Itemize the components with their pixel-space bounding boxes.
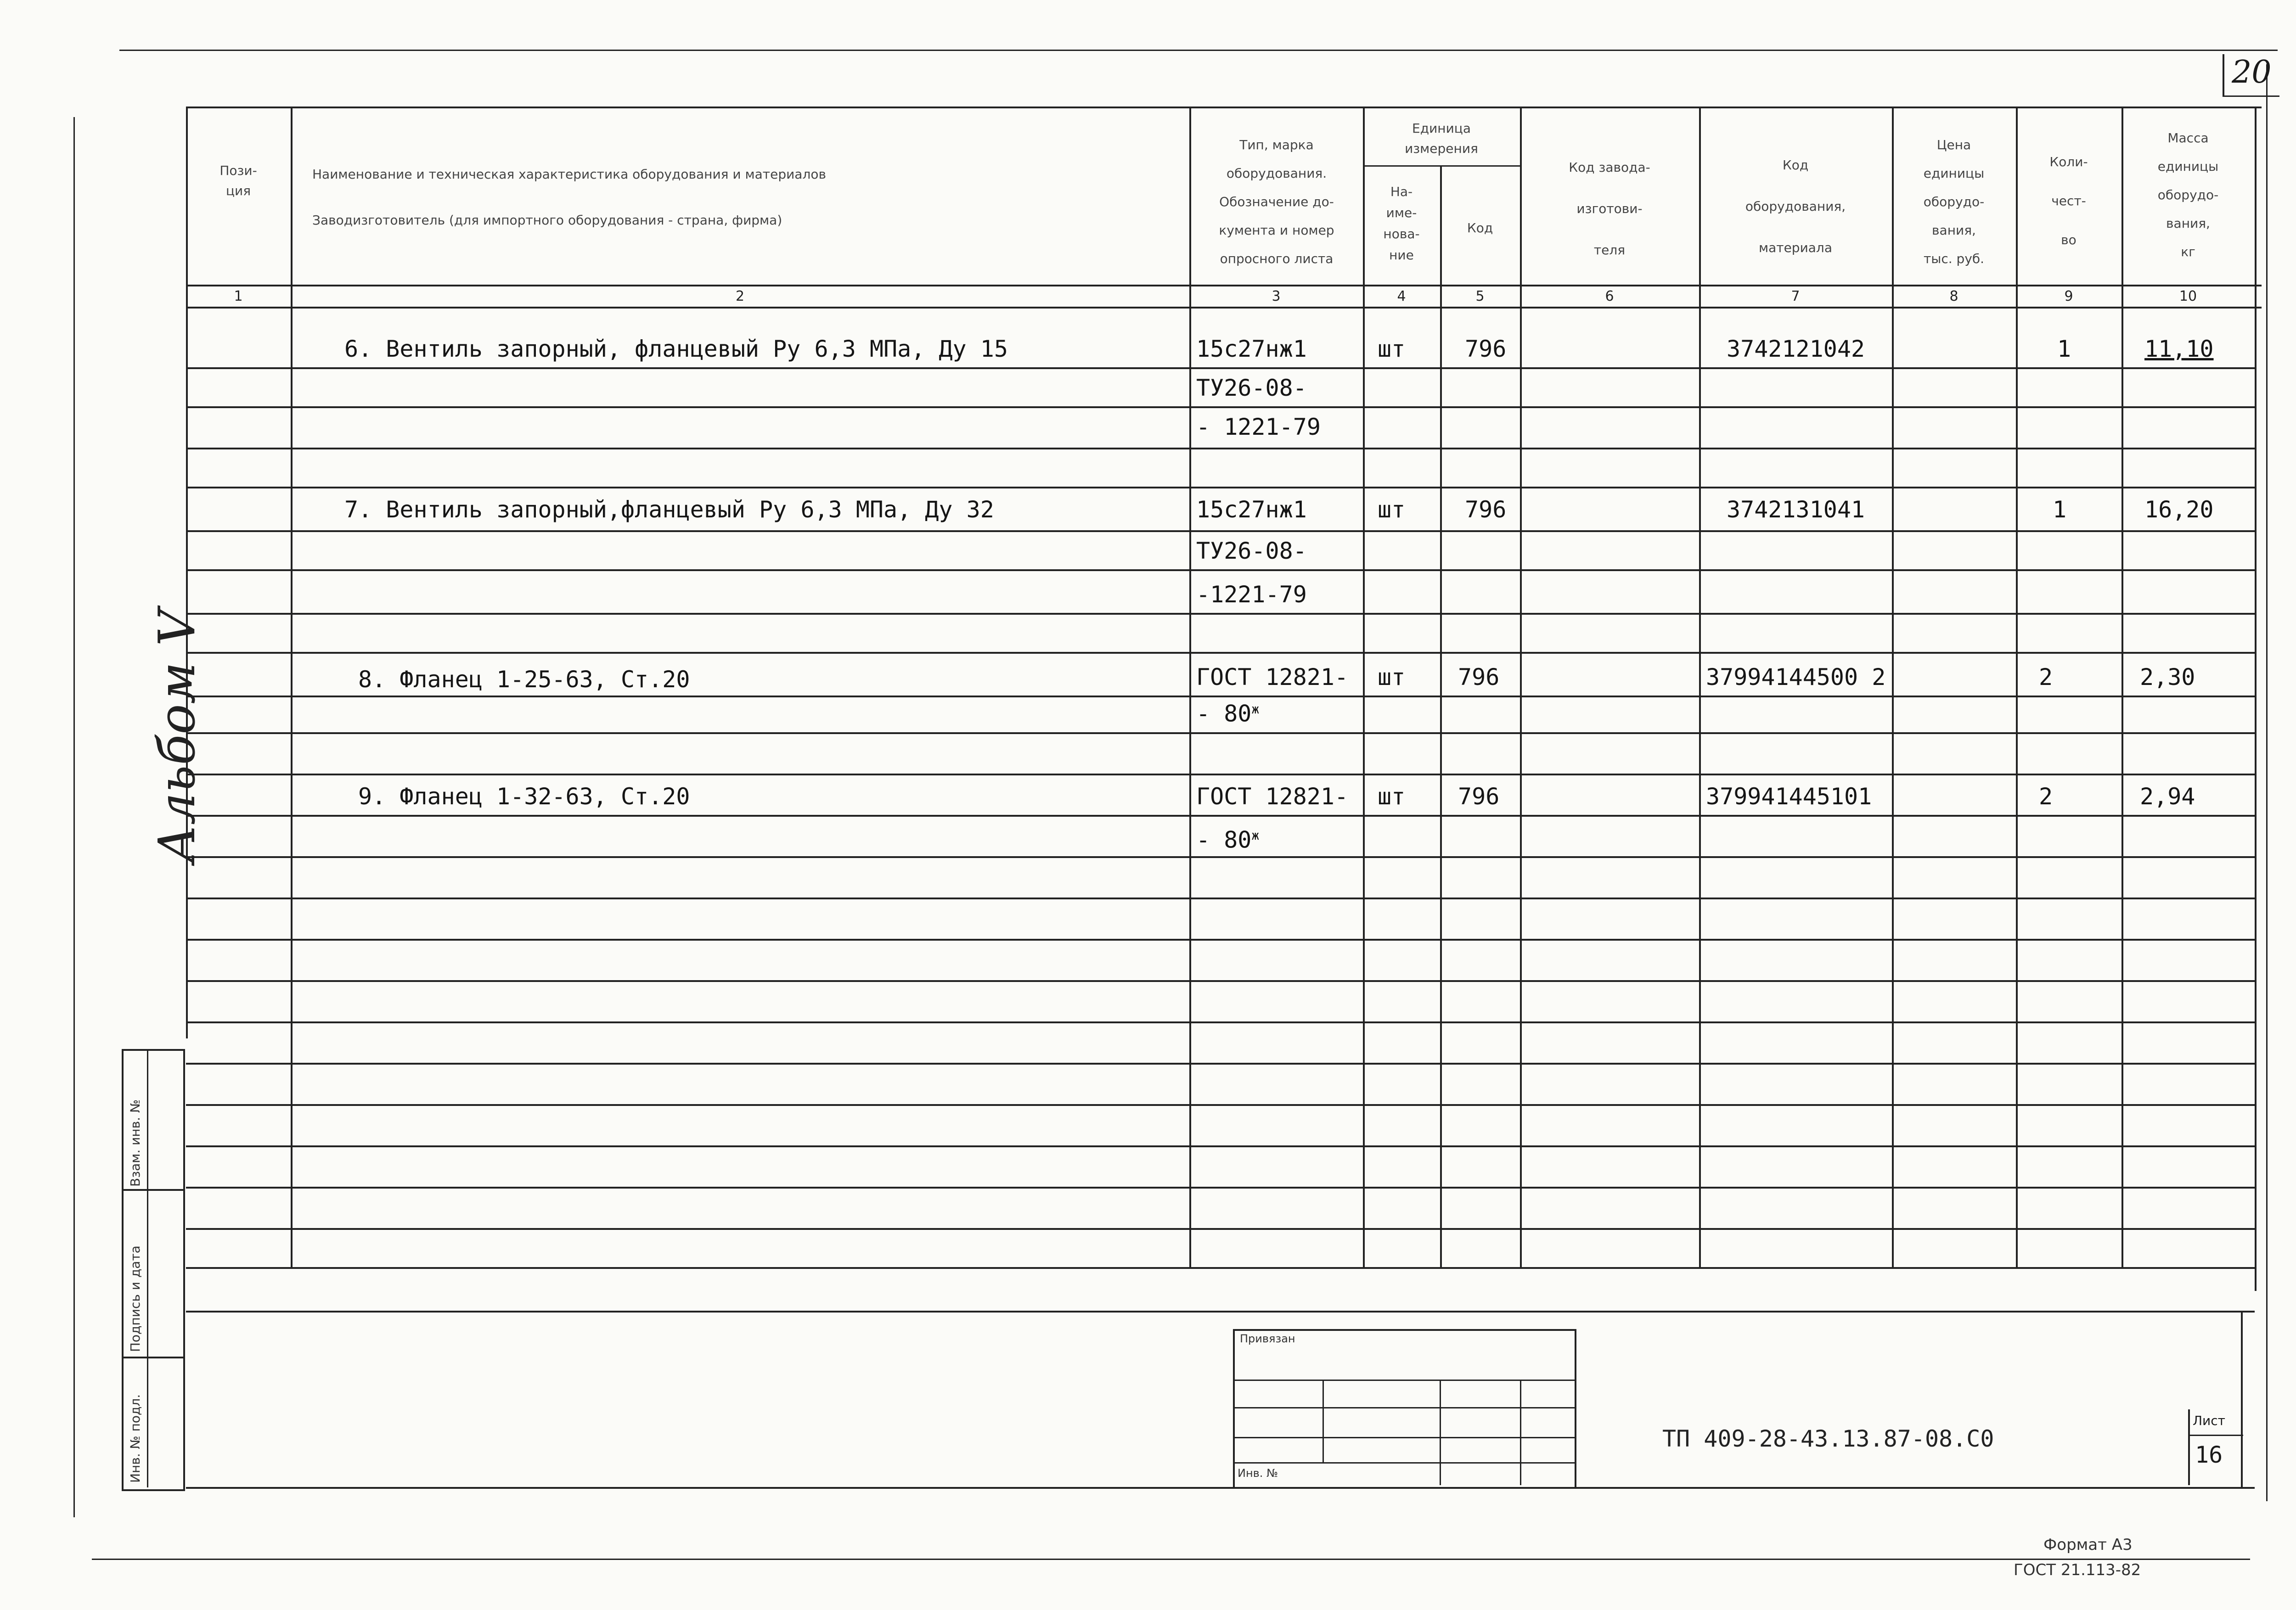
left-margin-line	[73, 117, 75, 1517]
col-sep-4	[1363, 107, 1365, 1268]
sheet-box-line	[2188, 1435, 2243, 1436]
item-quantity: 1	[2053, 496, 2067, 523]
sheet-label: Лист	[2193, 1413, 2225, 1428]
row-line	[186, 569, 2255, 571]
row-line	[186, 1145, 2255, 1147]
col-sep-9	[2016, 107, 2018, 1268]
colnum-3: 3	[1272, 288, 1281, 304]
privyazan-line	[1233, 1437, 1575, 1438]
item-code: 3742121042	[1727, 336, 1865, 362]
col-sep-5	[1440, 165, 1442, 1267]
colnum-8: 8	[1949, 288, 1958, 304]
col-sep-10	[2122, 107, 2123, 1268]
item-type-doc: ТУ26-08-	[1196, 375, 1307, 401]
privyazan-vline	[1440, 1380, 1441, 1485]
item-type-doc	[1196, 822, 1259, 854]
colnum-10: 10	[2179, 288, 2197, 304]
item-type-doc-cont: -1221-79	[1196, 581, 1307, 608]
item-code: 3742131041	[1727, 496, 1865, 523]
row-line	[186, 367, 2255, 369]
row-line	[186, 530, 2255, 532]
privyazan-vline	[1322, 1380, 1324, 1462]
item-unit: шт	[1378, 336, 1406, 362]
row-line	[186, 1187, 2255, 1189]
side-label-inventory: Инв. № подл.	[128, 1394, 143, 1483]
side-stamp-line	[122, 1189, 183, 1191]
header-unit-code: Код	[1467, 220, 1493, 236]
row-line	[186, 613, 2255, 615]
col-sep-7	[1699, 107, 1701, 1268]
row-line	[186, 406, 2255, 408]
format-label: Формат А3	[2043, 1536, 2133, 1554]
row-line	[186, 1021, 2255, 1023]
colnum-bottom-line	[186, 307, 2262, 309]
item-mass: 2,30	[2140, 664, 2195, 690]
item-quantity: 1	[2057, 336, 2071, 362]
row-line	[186, 815, 2255, 817]
row-line	[186, 1267, 2255, 1269]
row-line	[186, 487, 2255, 488]
item-code: 37994144500 2	[1706, 664, 1886, 690]
item-type-doc: ТУ26-08-	[1196, 538, 1307, 564]
item-type-doc-text: - 80	[1196, 700, 1252, 727]
header-position: Пози- ция	[219, 163, 257, 198]
header-bottom-line	[186, 285, 2262, 286]
sheet-number: 16	[2195, 1442, 2223, 1468]
side-label-signature: Подпись и дата	[128, 1245, 143, 1352]
header-quantity: Коли- чест- во	[2049, 154, 2088, 247]
item-type-doc-sup: ж	[1251, 701, 1260, 717]
gost-label: ГОСТ 21.113-82	[2014, 1561, 2141, 1579]
colnum-7: 7	[1791, 288, 1800, 304]
row-line	[186, 939, 2255, 941]
item-type: 15с27нж1	[1196, 336, 1307, 362]
item-type-doc	[1196, 696, 1259, 728]
privyazan-vline	[1520, 1380, 1521, 1485]
colnum-4: 4	[1397, 288, 1406, 304]
row-line	[186, 652, 2255, 654]
row-line	[186, 1063, 2255, 1065]
item-unit: шт	[1378, 664, 1406, 690]
header-mass: Масса единицы оборудо- вания, кг	[2157, 130, 2219, 259]
item-type-doc-sup: ж	[1251, 828, 1260, 843]
privyazan-line	[1233, 1462, 1575, 1464]
item-code: 379941445101	[1706, 783, 1872, 810]
row-line	[186, 448, 2255, 449]
title-block-frame	[186, 1311, 2255, 1489]
item-name: 6. Вентиль запорный, фланцевый Ру 6,3 МПа, Ду 15	[344, 336, 1008, 362]
row-line	[186, 1104, 2255, 1106]
item-unit: шт	[1378, 783, 1406, 810]
stamp-inventory-label: Инв. №	[1238, 1467, 1278, 1480]
header-equipment-code: Код оборудования, материала	[1745, 157, 1846, 255]
row-line	[186, 980, 2255, 982]
side-label-replacement: Взам. инв. №	[128, 1099, 143, 1187]
document-code: ТП 409-28-43.13.87-08.С0	[1662, 1425, 1994, 1452]
header-factory-code: Код завода- изготови- теля	[1569, 160, 1650, 258]
item-unit-code: 796	[1465, 336, 1507, 362]
row-line	[186, 774, 2255, 775]
item-unit-code: 796	[1458, 664, 1500, 690]
header-unit-name: На- име- нова- ние	[1383, 184, 1420, 263]
item-type: 15с27нж1	[1196, 496, 1307, 523]
item-quantity: 2	[2039, 664, 2053, 690]
item-type: ГОСТ 12821-	[1196, 664, 1349, 690]
header-price: Цена единицы оборудо- вания, тыс. руб.	[1923, 137, 1985, 266]
top-border-line	[119, 50, 2278, 51]
item-type-doc-text: - 80	[1196, 826, 1252, 853]
col-sep-2	[291, 107, 293, 1268]
colnum-5: 5	[1475, 288, 1485, 304]
item-quantity: 2	[2039, 783, 2053, 810]
item-name: 7. Вентиль запорный,фланцевый Ру 6,3 МПа, Ду 32	[344, 496, 994, 523]
colnum-6: 6	[1605, 288, 1614, 304]
privyazan-label: Привязан	[1240, 1332, 1295, 1345]
row-line	[186, 732, 2255, 734]
header-top-line	[186, 107, 2262, 108]
row-line	[186, 856, 2255, 858]
side-stamp-line	[122, 1357, 183, 1358]
item-unit: шт	[1378, 496, 1406, 523]
page-number: 20	[2232, 54, 2272, 90]
item-mass: 16,20	[2144, 496, 2214, 523]
right-page-line	[2266, 64, 2268, 1501]
item-mass: 11,10	[2144, 336, 2214, 362]
header-type: Тип, марка оборудования. Обозначение до- кумента и номер опросного листа	[1219, 137, 1334, 266]
item-unit-code: 796	[1465, 496, 1507, 523]
header-unit-group: Единица измерения	[1405, 121, 1478, 156]
colnum-2: 2	[735, 288, 745, 304]
colnum-1: 1	[234, 288, 243, 304]
item-unit-code: 796	[1458, 783, 1500, 810]
item-type-doc-cont: - 1221-79	[1196, 414, 1321, 440]
col-sep-8	[1892, 107, 1894, 1268]
item-mass: 2,94	[2140, 783, 2195, 810]
side-stamp-vline	[147, 1049, 148, 1487]
bottom-page-line	[92, 1559, 2250, 1560]
col-sep-6	[1520, 107, 1522, 1268]
privyazan-line	[1233, 1407, 1575, 1408]
item-name: 8. Фланец 1-25-63, Ст.20	[358, 666, 690, 693]
colnum-9: 9	[2064, 288, 2073, 304]
col-sep-11	[2255, 107, 2257, 1291]
item-name: 9. Фланец 1-32-63, Ст.20	[358, 783, 690, 810]
item-type: ГОСТ 12821-	[1196, 783, 1349, 810]
col-sep-3	[1189, 107, 1191, 1268]
row-line	[186, 898, 2255, 899]
header-name: Наименование и техническая характеристика оборудования и материалов Заводизготовитель (для импортного оборудования - страна, фирма)	[312, 167, 826, 228]
privyazan-line	[1233, 1380, 1575, 1381]
row-line	[186, 1228, 2255, 1230]
unit-group-line	[1363, 165, 1520, 167]
